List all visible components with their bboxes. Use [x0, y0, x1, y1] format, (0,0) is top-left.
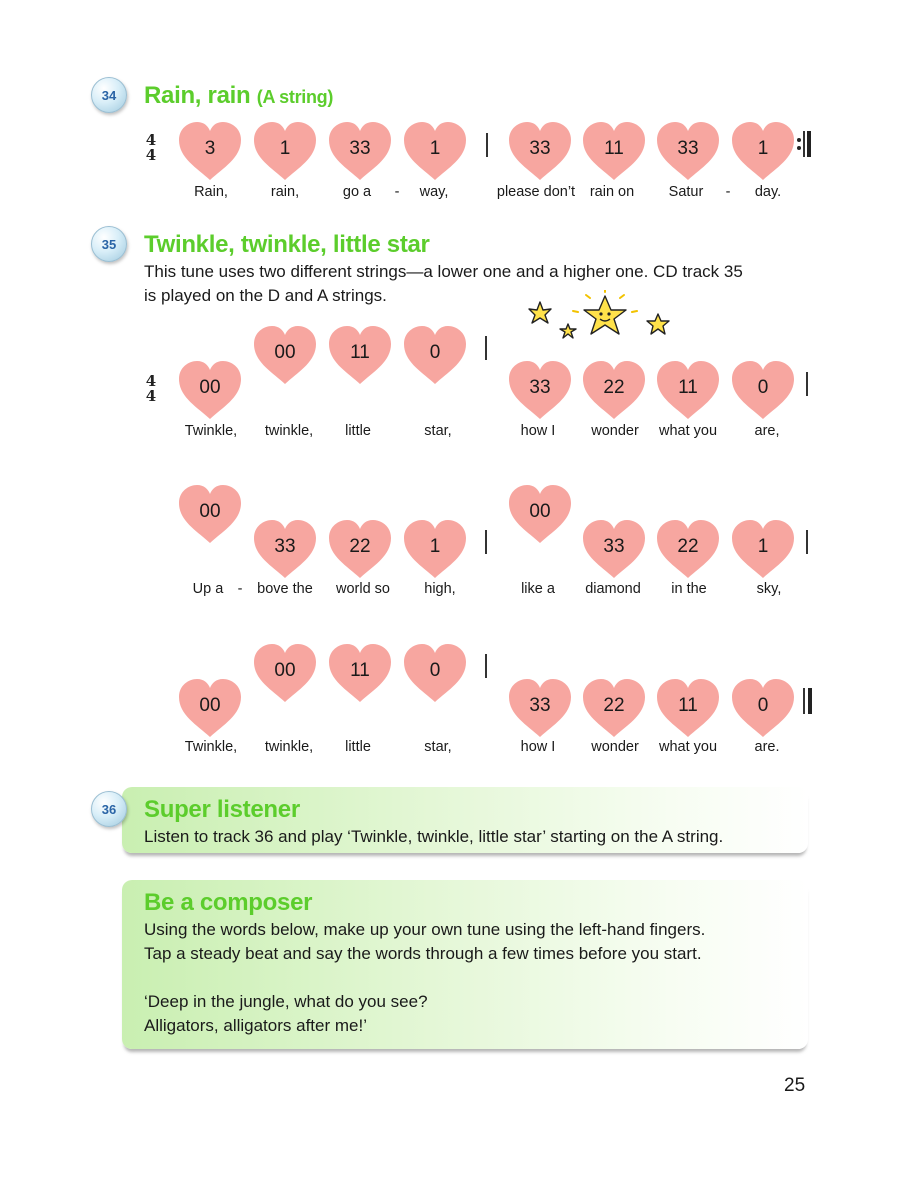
barline [486, 133, 488, 157]
heart-note [581, 679, 647, 739]
heart-note [177, 679, 243, 739]
heart-note [507, 485, 573, 545]
note-number: 11 [678, 695, 698, 716]
note-number: 11 [678, 377, 698, 398]
heart-note [402, 644, 468, 704]
lyric: high, [424, 581, 456, 597]
lyric: Twinkle, [184, 739, 238, 755]
note-number: 00 [199, 501, 221, 522]
heart-note [177, 361, 243, 421]
lyric: Satur [668, 184, 704, 200]
exercise-36-title: Super listener [144, 796, 300, 823]
lyric: - [725, 184, 731, 200]
note-number: 0 [429, 342, 441, 363]
exercise-35-badge: 35 [91, 226, 127, 262]
barline [485, 336, 487, 360]
barline [806, 372, 808, 396]
heart-note [730, 122, 796, 182]
lyric: wonder [591, 739, 639, 755]
end-repeat-barline [797, 131, 811, 157]
lyric: bove the [257, 581, 313, 597]
lyric: Rain, [194, 184, 228, 200]
heart-note [730, 520, 796, 580]
heart-note [327, 644, 393, 704]
lyric: in the [671, 581, 707, 597]
lyric: please don’t [496, 184, 576, 200]
note-number: 1 [279, 138, 291, 159]
heart-note [581, 361, 647, 421]
note-number: 11 [350, 660, 370, 681]
note-number: 0 [757, 695, 769, 716]
lyric: day. [754, 184, 782, 200]
heart-note [177, 122, 243, 182]
heart-note [252, 520, 318, 580]
lyric: wonder [591, 423, 639, 439]
note-number: 1 [429, 536, 441, 557]
barline [485, 654, 487, 678]
note-number: 0 [429, 660, 441, 681]
note-number: 1 [757, 138, 769, 159]
final-barline [803, 688, 813, 714]
heart-note [655, 361, 721, 421]
heart-note [252, 326, 318, 386]
lyric: twinkle, [264, 423, 314, 439]
note-number: 00 [274, 660, 296, 681]
heart-note [252, 644, 318, 704]
note-number: 33 [603, 536, 625, 557]
exercise-36-text: Listen to track 36 and play ‘Twinkle, twinkle, little star’ starting on the A string. [144, 827, 724, 846]
note-number: 00 [274, 342, 296, 363]
note-number: 22 [349, 536, 371, 557]
lyric: go a [342, 184, 372, 200]
barline [806, 530, 808, 554]
note-number: 33 [529, 138, 551, 159]
heart-note [655, 122, 721, 182]
composer-title: Be a composer [144, 889, 313, 916]
heart-note [730, 679, 796, 739]
heart-note [327, 122, 393, 182]
note-number: 0 [757, 377, 769, 398]
exercise-34-badge: 34 [91, 77, 127, 113]
note-number: 00 [529, 501, 551, 522]
lyric: star, [424, 423, 452, 439]
lyric: how I [520, 423, 556, 439]
note-number: 11 [350, 342, 370, 363]
note-number: 33 [349, 138, 371, 159]
lyric: diamond [585, 581, 641, 597]
lyric: Twinkle, [184, 423, 238, 439]
exercise-34-subtitle: (A string) [256, 87, 334, 107]
heart-note [402, 122, 468, 182]
lyric: how I [520, 739, 556, 755]
exercise-36-badge: 36 [91, 791, 127, 827]
composer-text: Using the words below, make up your own tune using the left-hand fingers. Tap a steady beat and say the words through a few times before you start. ‘Deep in the jungle, what do you see? Alligators, alligators after me!’ [144, 920, 706, 1035]
lyric: world so [336, 581, 390, 597]
exercise-35-title: Twinkle, twinkle, little star [144, 231, 430, 258]
note-number: 33 [274, 536, 296, 557]
note-number: 22 [677, 536, 699, 557]
lyric: sky, [756, 581, 782, 597]
lyric: what you [658, 423, 718, 439]
note-number: 33 [529, 377, 551, 398]
heart-note [327, 520, 393, 580]
heart-note [655, 520, 721, 580]
heart-note [581, 520, 647, 580]
lyric: little [345, 739, 371, 755]
lyric: - [394, 184, 400, 200]
heart-note [327, 326, 393, 386]
stars-illustration-icon [520, 290, 680, 350]
lyric: are. [754, 739, 780, 755]
note-number: 11 [604, 138, 624, 159]
lyric: twinkle, [264, 739, 314, 755]
lyric: Up a [192, 581, 224, 597]
heart-note [402, 326, 468, 386]
note-number: 33 [529, 695, 551, 716]
lyric: are, [754, 423, 780, 439]
heart-note [507, 122, 573, 182]
note-number: 3 [204, 138, 216, 159]
note-number: 1 [757, 536, 769, 557]
lyric: star, [424, 739, 452, 755]
heart-note [252, 122, 318, 182]
exercise-34-title: Rain, rain (A string) [144, 82, 334, 109]
exercise-35-description: This tune uses two different strings—a lower one and a higher one. CD track 35 is played on the D and A strings. [144, 262, 743, 305]
heart-note [402, 520, 468, 580]
note-number: 22 [603, 695, 625, 716]
note-number: 00 [199, 377, 221, 398]
time-signature: 4 4 [145, 372, 157, 405]
heart-note [655, 679, 721, 739]
lyric: like a [521, 581, 555, 597]
lyric: - [237, 581, 243, 597]
time-signature: 4 4 [145, 131, 157, 164]
lyric: rain on [589, 184, 635, 200]
heart-note [730, 361, 796, 421]
lyric: what you [658, 739, 718, 755]
note-number: 00 [199, 695, 221, 716]
heart-note [177, 485, 243, 545]
page-number: 25 [784, 1075, 806, 1096]
note-number: 22 [603, 377, 625, 398]
heart-note [507, 361, 573, 421]
barline [485, 530, 487, 554]
lyric: rain, [270, 184, 300, 200]
note-number: 33 [677, 138, 699, 159]
lyric: way, [419, 184, 449, 200]
heart-note [581, 122, 647, 182]
note-number: 1 [429, 138, 441, 159]
heart-note [507, 679, 573, 739]
lyric: little [345, 423, 371, 439]
